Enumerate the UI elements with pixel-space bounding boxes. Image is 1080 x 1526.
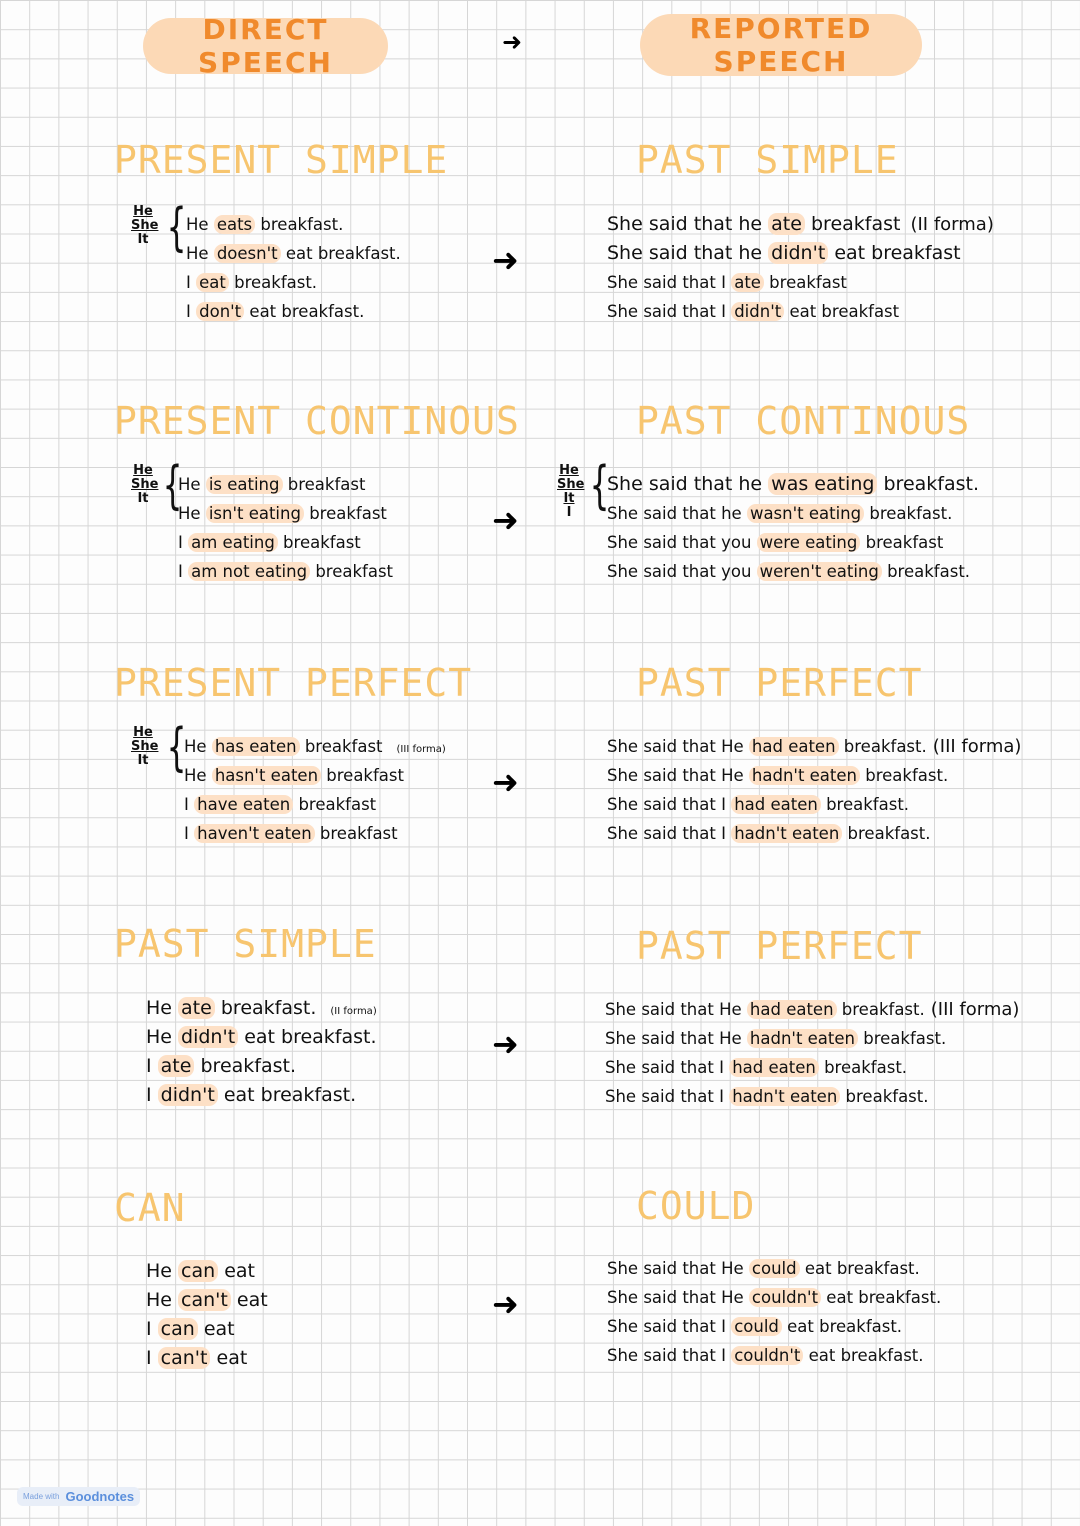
reported-line: She said that I had eaten breakfast. (605, 1058, 908, 1077)
subject-i: I (566, 505, 572, 520)
direct-line: I didn't eat breakfast. (146, 1084, 357, 1106)
made-with-label: Made with (23, 1492, 60, 1501)
reported-line: She said that He hadn't eaten breakfast. (605, 1029, 947, 1048)
subject-she: She (557, 477, 585, 492)
direct-line: He is eating breakfast (178, 475, 366, 494)
reported-line: She said that I could eat breakfast. (607, 1317, 903, 1336)
direct-line: I am eating breakfast (178, 533, 361, 552)
reported-line: She said that you weren't eating breakfast. (607, 562, 971, 581)
reported-title: PAST PERFECT (636, 661, 923, 705)
reported-examples (607, 210, 994, 326)
subject-he: He (133, 463, 153, 478)
subject-it: It (137, 753, 149, 768)
subject-he: He (133, 204, 153, 219)
reported-subject-stack (557, 463, 585, 520)
reported-title: PAST SIMPLE (636, 138, 899, 182)
subject-stack (131, 204, 159, 247)
subject-he: He (133, 725, 153, 740)
reported-line: She said that He had eaten breakfast. (III forma) (607, 736, 1022, 757)
reported-line: She said that he didn't eat breakfast (607, 242, 961, 264)
direct-line: I can eat (146, 1318, 235, 1340)
direct-line: He can eat (146, 1260, 255, 1282)
reported-examples (607, 1254, 941, 1370)
subject-it: It (137, 232, 149, 247)
subject-it: It (563, 491, 575, 506)
reported-examples (607, 470, 979, 586)
subject-stack (131, 725, 159, 768)
direct-title: CAN (114, 1186, 186, 1230)
direct-speech-banner (143, 13, 388, 79)
subject-he: He (559, 463, 579, 478)
direct-examples (184, 732, 446, 848)
brace-icon: { (166, 198, 187, 258)
direct-line: He has eaten breakfast (III forma) (184, 737, 446, 756)
reported-title: COULD (636, 1184, 756, 1228)
reported-line: She said that He couldn't eat breakfast. (607, 1288, 942, 1307)
reported-line: She said that I had eaten breakfast. (607, 795, 910, 814)
arrow-icon: ➜ (492, 501, 519, 539)
reported-line: She said that I ate breakfast (607, 273, 847, 292)
direct-line: I am not eating breakfast (178, 562, 394, 581)
direct-examples (146, 994, 377, 1110)
direct-line: I ate breakfast. (146, 1055, 297, 1077)
arrow-icon: ➜ (492, 763, 519, 801)
reported-line: She said that I hadn't eaten breakfast. (605, 1087, 929, 1106)
direct-title: PRESENT PERFECT (114, 661, 473, 705)
direct-examples (186, 210, 401, 326)
reported-speech-banner (640, 14, 922, 76)
direct-line: He doesn't eat breakfast. (186, 244, 401, 263)
reported-line: She said that He had eaten breakfast. (III forma) (605, 999, 1020, 1020)
reported-line: She said that I couldn't eat breakfast. (607, 1346, 924, 1365)
direct-speech-label: DIRECT SPEECH (198, 13, 333, 79)
subject-stack (131, 463, 159, 506)
goodnotes-brand: Goodnotes (65, 1489, 135, 1504)
direct-line: He isn't eating breakfast (178, 504, 387, 523)
direct-title: PRESENT CONTINOUS (114, 399, 520, 443)
direct-examples (146, 1257, 268, 1373)
goodnotes-watermark (17, 1487, 140, 1506)
reported-line: She said that He could eat breakfast. (607, 1259, 920, 1278)
direct-line: I have eaten breakfast (184, 795, 377, 814)
reported-title: PAST PERFECT (636, 924, 923, 968)
reported-examples (605, 995, 1019, 1111)
direct-line: I can't eat (146, 1347, 248, 1369)
header-arrow-icon: ➜ (502, 28, 523, 56)
reported-line: She said that he was eating breakfast. (607, 473, 980, 495)
direct-line: He hasn't eaten breakfast (184, 766, 404, 785)
arrow-icon: ➜ (492, 241, 519, 279)
reported-line: She said that you were eating breakfast (607, 533, 944, 552)
direct-line: I eat breakfast. (186, 273, 318, 292)
arrow-icon: ➜ (492, 1285, 519, 1323)
brace-icon: { (166, 718, 187, 778)
direct-title: PRESENT SIMPLE (114, 138, 449, 182)
subject-it: It (137, 491, 149, 506)
direct-title: PAST SIMPLE (114, 922, 377, 966)
brace-icon: { (162, 456, 183, 516)
direct-examples (178, 470, 393, 586)
brace-icon: { (589, 456, 610, 516)
direct-line: I don't eat breakfast. (186, 302, 365, 321)
reported-line: She said that I hadn't eaten breakfast. (607, 824, 931, 843)
subject-she: She (131, 739, 159, 754)
direct-line: He didn't eat breakfast. (146, 1026, 377, 1048)
subject-she: She (131, 477, 159, 492)
arrow-icon: ➜ (492, 1025, 519, 1063)
direct-line: He can't eat (146, 1289, 268, 1311)
reported-title: PAST CONTINOUS (636, 399, 971, 443)
reported-speech-label: REPORTED SPEECH (689, 12, 873, 78)
reported-line: She said that he ate breakfast (II forma) (607, 213, 994, 235)
direct-line: He ate breakfast. (II forma) (146, 997, 377, 1019)
reported-examples (607, 732, 1021, 848)
direct-line: I haven't eaten breakfast (184, 824, 398, 843)
reported-line: She said that he wasn't eating breakfast. (607, 504, 953, 523)
reported-line: She said that I didn't eat breakfast (607, 302, 900, 321)
subject-she: She (131, 218, 159, 233)
direct-line: He eats breakfast. (186, 215, 344, 234)
reported-line: She said that He hadn't eaten breakfast. (607, 766, 949, 785)
